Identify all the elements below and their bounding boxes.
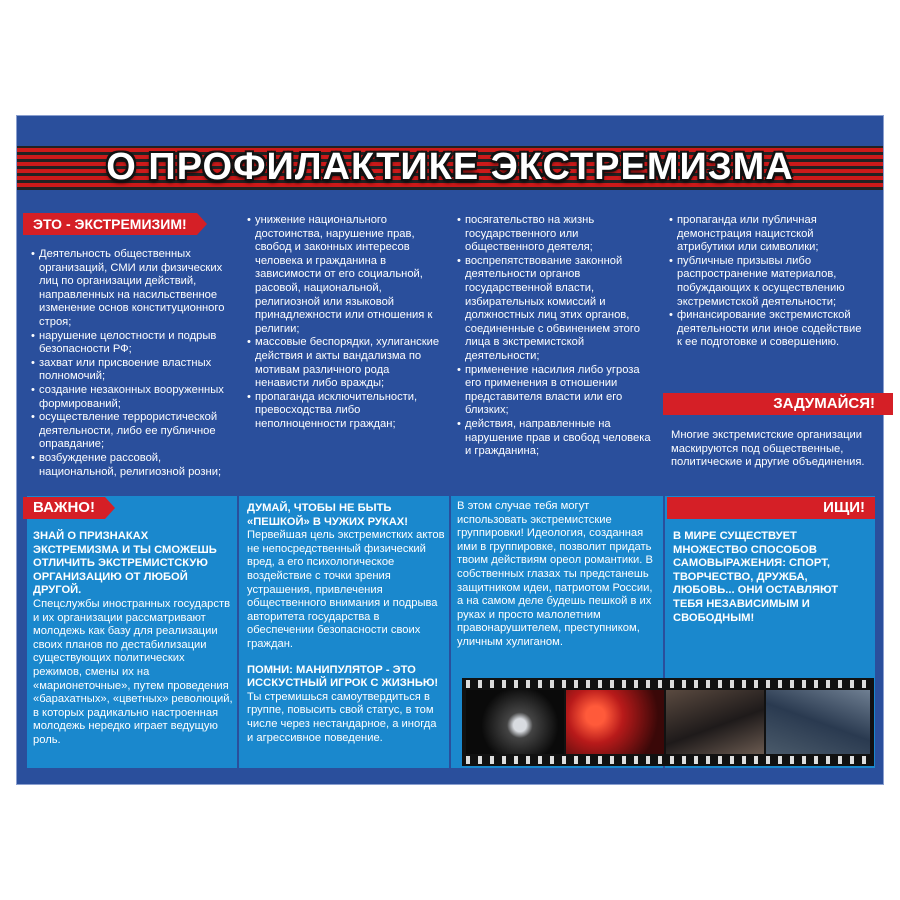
what-column-3 [457, 214, 655, 459]
what-item: • создание незаконных вооруженных формирований; [31, 384, 233, 411]
what-list-4 [669, 214, 869, 350]
photo-street-riot [666, 690, 764, 754]
what-item: • возбуждение рассовой, национальной, религиозной розни; [31, 452, 233, 479]
what-item: • нарушение целостности и подрыв безопасности РФ; [31, 330, 233, 357]
seek-heading: ИЩИ! [667, 497, 875, 519]
what-heading: ЭТО - ЭКСТРЕМИЗИМ! [23, 213, 197, 235]
what-item: • пропаганда исключительности, превосходства либо неполноценности граждан; [247, 391, 445, 432]
what-item: • Деятельность общественных организаций, СМИ или физических лиц по организации действий, направленных на насильственное изменение основ конституционного строя; [31, 248, 233, 330]
poster-board [16, 115, 884, 785]
what-item: • действия, направленные на нарушение прав и свобод человека и гражданина; [457, 418, 655, 459]
photo-filmstrip [462, 678, 874, 766]
film-perforation-top [462, 680, 874, 688]
what-item: • унижение национального достоинства, нарушение прав, свобод и законных интересов человека и гражданина в зависимости от его социальной, расовой, национальной, религиозной или языковой принадлежности или отношения к религии; [247, 214, 445, 336]
photo-police-clash [766, 690, 870, 754]
what-item: • захват или присвоение властных полномочий; [31, 357, 233, 384]
what-item: • посягательство на жизнь государственного или общественного деятеля; [457, 214, 655, 255]
important-text-block [33, 530, 233, 748]
what-item: • пропаганда или публичная демонстрация нацистской атрибутики или символики; [669, 214, 869, 255]
what-item: • массовые беспорядки, хулиганские действия и акты вандализма по мотивам различного рода ненависти либо вражды; [247, 336, 445, 390]
film-perforation-bottom [462, 756, 874, 764]
what-column-4 [669, 214, 869, 350]
pawn-lead: ДУМАЙ, ЧТОБЫ НЕ БЫТЬ «ПЕШКОЙ» В ЧУЖИХ РУКАХ! [247, 502, 408, 528]
important-body: Спецслужбы иностранных государств и их организации рассматривают молодежь как базу для реализации своих планов по дестабилизации существующих политических режимов, смены их на «марионеточные», путем проведения «барахатных», «цветных» революций, в которых радикально настроенная молодежь нередко играет ведущую роль. [33, 597, 233, 746]
what-list-2 [247, 214, 445, 432]
pawn-text-block [247, 502, 445, 745]
photo-flare-crowd [566, 690, 664, 754]
photo-hooded-hacker [466, 690, 564, 754]
important-heading: ВАЖНО! [23, 497, 105, 519]
what-column-2 [247, 214, 445, 432]
seek-text: В МИРЕ СУЩЕСТВУЕТ МНОЖЕСТВО СПОСОБОВ САМОВЫРАЖЕНИЯ: СПОРТ, ТВОРЧЕСТВО, ДРУЖБА, ЛЮБОВЬ... ОНИ ОСТАВЛЯЮТ ТЕБЯ НЕЗАВИСИМЫМ И СВОБОДНЫМ! [673, 530, 839, 624]
what-list-3 [457, 214, 655, 459]
what-column-1 [31, 248, 233, 479]
pawn-body: Первейшая цель экстремистких актов не непосредственный физический вред, а его психологическое воздействие с точки зрения устрашения, привлечения общественного внимания и подрыва авторитета государства в обеспечении безопасности своих граждан. [247, 529, 445, 650]
think-text: Многие экстремистские организации маскируются под общественные, политические и другие объединения. [671, 429, 865, 469]
think-heading: ЗАДУМАЙСЯ! [663, 393, 893, 415]
what-item: • публичные призывы либо распространение материалов, побуждающих к осуществлению экстремистской деятельности; [669, 255, 869, 309]
what-item: • осуществление террористической деятельности, либо ее публичное оправдание; [31, 411, 233, 452]
important-lead: ЗНАЙ О ПРИЗНАКАХ ЭКСТРЕМИЗМА И ТЫ СМОЖЕШЬ ОТЛИЧИТЬ ЭКСТРЕМИСТСКУЮ ОРГАНИЗАЦИЮ ОТ ЛЮБОЙ ДРУГОЙ. [33, 530, 217, 597]
poster-title: О ПРОФИЛАКТИКЕ ЭКСТРЕМИЗМА [106, 146, 794, 188]
what-item: • воспрепятствование законной деятельности органов государственной власти, избирательных комиссий и должностных лиц этих органов, соединенные с обвинением этого лица в экстремистской деятельности; [457, 255, 655, 364]
case-text: В этом случае тебя могут использовать экстремистские группировки! Идеология, созданная ими в группировке, позволит придать твоим действиям ореол романтики. В собственных глазах ты предстанешь защитником идеи, патриотом России, а на самом деле будешь пешкой в их руках и просто малолетним правонарушителем, преступником, уличным хулиганом. [457, 500, 653, 648]
what-item: • применение насилия либо угроза его применения в отношении представителя власти или его близких; [457, 364, 655, 418]
manipulator-body: Ты стремишься самоутвердиться в группе, повысить свой статус, в том числе через нестандарное, а иногда и агрессивное поведение. [247, 690, 437, 744]
what-item: • финансирование экстремистской деятельности или иное содействие к ее подготовке и совершению. [669, 309, 869, 350]
manipulator-lead: ПОМНИ: МАНИПУЛЯТОР - ЭТО ИССКУСТНЫЙ ИГРОК С ЖИЗНЬЮ! [247, 663, 439, 690]
what-list-1 [31, 248, 233, 479]
